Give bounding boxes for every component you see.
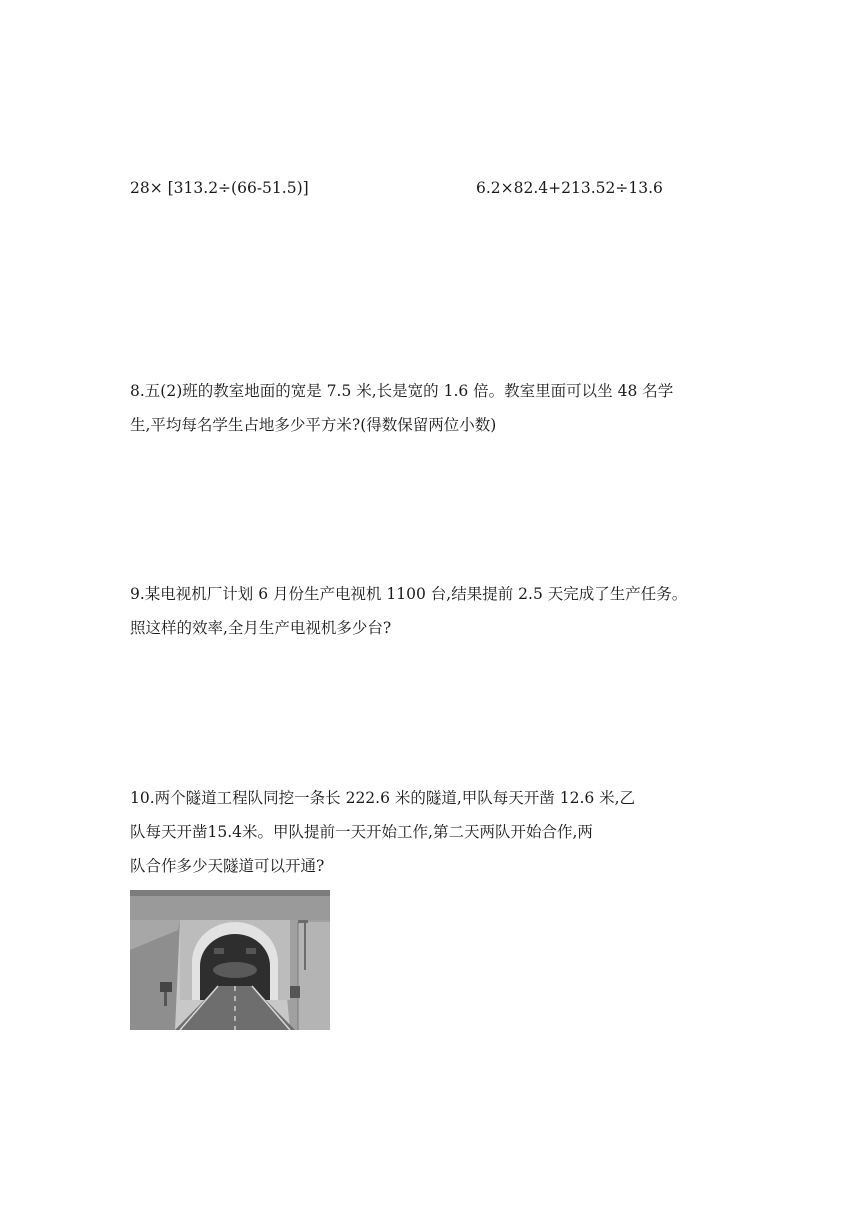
problem-10-line-3: 队合作多少天隧道可以开通? <box>130 857 325 875</box>
problem-9-line-2: 照这样的效率,全月生产电视机多少台? <box>130 619 392 637</box>
problem-10-line-2: 队每天开凿15.4米。甲队提前一天开始工作,第二天两队开始合作,两 <box>130 823 593 841</box>
expression-left: 28× [313.2÷(66-51.5)] <box>130 179 309 197</box>
problem-8-line-2: 生,平均每名学生占地多少平方米?(得数保留两位小数) <box>130 416 497 434</box>
expression-right: 6.2×82.4+213.52÷13.6 <box>476 179 663 197</box>
problem-9-line-1: 9.某电视机厂计划 6 月份生产电视机 1100 台,结果提前 2.5 天完成了生产任务。 <box>130 585 688 603</box>
tunnel-illustration <box>130 890 330 1030</box>
problem-8-line-1: 8.五(2)班的教室地面的宽是 7.5 米,长是宽的 1.6 倍。教室里面可以坐 48 名学 <box>130 382 674 400</box>
problem-10-line-1: 10.两个隧道工程队同挖一条长 222.6 米的隧道,甲队每天开凿 12.6 米,乙 <box>130 789 636 807</box>
tunnel-photo <box>130 890 330 1030</box>
